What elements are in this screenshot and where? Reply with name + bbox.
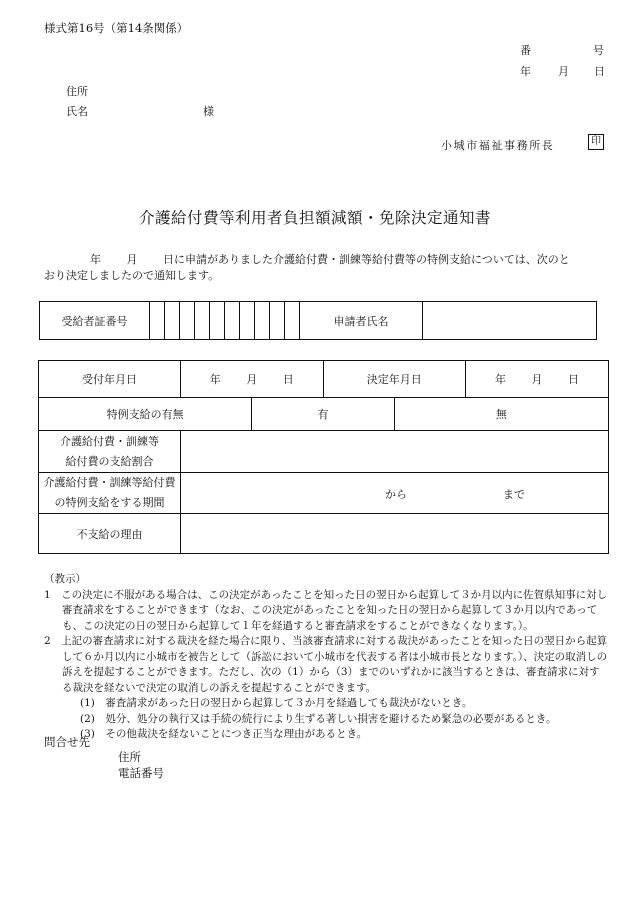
intro-month: 月 — [126, 253, 138, 266]
applicant-name-field[interactable] — [423, 302, 597, 340]
decision-year: 年 — [495, 373, 506, 386]
applicant-name-label: 申請者氏名 — [300, 302, 423, 340]
issuer: 小城市福祉事務所長 — [441, 139, 555, 152]
certificate-table — [39, 301, 597, 340]
number-label-ban: 番 — [520, 44, 531, 57]
cert-digit-box[interactable] — [285, 302, 300, 340]
cert-digit-box[interactable] — [255, 302, 270, 340]
inquiry-label: 問合せ先 — [44, 735, 90, 749]
date-year: 年 — [520, 65, 531, 78]
payment-ratio-field[interactable] — [181, 431, 609, 473]
received-date-label: 受付年月日 — [39, 361, 181, 398]
document-title: 介護給付費等利用者負担額減額・免除決定通知書 — [138, 209, 491, 227]
payment-period-field[interactable] — [181, 473, 609, 514]
payment-ratio-label — [39, 431, 181, 473]
instruction-sub-1: (1) 審査請求があった日の翌日から起算して３か月を経過しても裁決がないとき。 — [80, 697, 473, 709]
received-day: 日 — [282, 373, 294, 386]
form-number: 様式第16号（第14条関係） — [44, 21, 189, 35]
received-month: 月 — [246, 373, 258, 386]
special-payment-yes[interactable]: 有 — [252, 398, 394, 431]
period-from: から — [385, 488, 407, 501]
special-payment-no[interactable]: 無 — [394, 398, 608, 431]
recipient-address-label: 住所 — [66, 85, 88, 98]
instructions — [44, 572, 610, 743]
period-until: まで — [503, 488, 525, 501]
instructions-heading: （教示） — [44, 573, 86, 585]
intro-line1-tail: 日に申請がありました介護給付費・訓練等給付費等の特例支給については、次のと — [163, 253, 570, 266]
honorific: 様 — [203, 105, 214, 118]
payment-period-label-line1: 介護給付費・訓練等給付費 — [43, 476, 176, 489]
cert-digit-box[interactable] — [270, 302, 285, 340]
instruction-sub-3: (3) その他裁決を経ないことにつき正当な理由があるとき。 — [80, 728, 368, 740]
non-payment-reason-label: 不支給の理由 — [39, 514, 181, 554]
instruction-item-1: 1 この決定に不服がある場合は、この決定があったことを知った日の翌日から起算して３か月以内に佐賀県知事に対し審査請求をすることができます（なお、この決定があったことを知った日の翌日から起算して３か月以内であっても、この決定の日の翌日から起算して１年を経過すると審査請求をすることができなくなります。）。 — [44, 588, 608, 632]
cert-digit-box[interactable] — [180, 302, 195, 340]
date-day: 日 — [594, 65, 605, 78]
instruction-sub-2: (2) 処分、処分の執行又は手続の続行により生ずる著しい損害を避けるため緊急の必要があるとき。 — [80, 712, 557, 725]
intro-line2: おり決定しましたので通知します。 — [44, 269, 220, 282]
instruction-item-2: 2 上記の審査請求に対する裁決を経た場合に限り、当該審査請求に対する裁決があったことを知った日の翌日から起算して６か月以内に小城市を被告として（訴訟において小城市を代表する者は小城市長となります。）、決定の取消しの訴えを提起することができます。ただし、次の（1）から（3）までのいずれかに該当するときは、審査請求に対する裁決を経ないで決定の取消しの訴えを提起することができます。 — [44, 635, 608, 694]
cert-digit-box[interactable] — [150, 302, 165, 340]
cert-digit-box[interactable] — [240, 302, 255, 340]
number-label-go: 号 — [593, 44, 604, 57]
seal-box: 印 — [588, 134, 604, 150]
inquiry-address-label: 住所 — [118, 750, 141, 764]
intro-year: 年 — [90, 253, 101, 266]
decision-month: 月 — [531, 373, 543, 386]
decision-date-label: 決定年月日 — [323, 361, 465, 398]
cert-number-label: 受給者証番号 — [40, 302, 150, 340]
cert-digit-box[interactable] — [225, 302, 240, 340]
intro-paragraph — [44, 252, 610, 284]
decision-table — [38, 360, 609, 554]
cert-digit-box[interactable] — [165, 302, 180, 340]
special-payment-label: 特例支給の有無 — [39, 398, 252, 431]
received-year: 年 — [209, 373, 221, 386]
payment-period-label — [39, 473, 181, 514]
cert-digit-box[interactable] — [210, 302, 225, 340]
payment-ratio-label-line2: 給付費の支給割合 — [65, 454, 154, 468]
payment-period-label-line2: の特例支給をする期間 — [54, 496, 165, 509]
decision-date-field[interactable] — [466, 361, 609, 398]
decision-day: 日 — [568, 373, 579, 386]
recipient-name-label: 氏名 — [66, 105, 88, 118]
non-payment-reason-field[interactable] — [181, 514, 609, 554]
payment-ratio-label-line1: 介護給付費・訓練等 — [60, 434, 159, 448]
cert-digit-box[interactable] — [195, 302, 210, 340]
date-month: 月 — [558, 65, 569, 78]
received-date-field[interactable] — [181, 361, 324, 398]
inquiry-phone-label: 電話番号 — [118, 766, 164, 780]
